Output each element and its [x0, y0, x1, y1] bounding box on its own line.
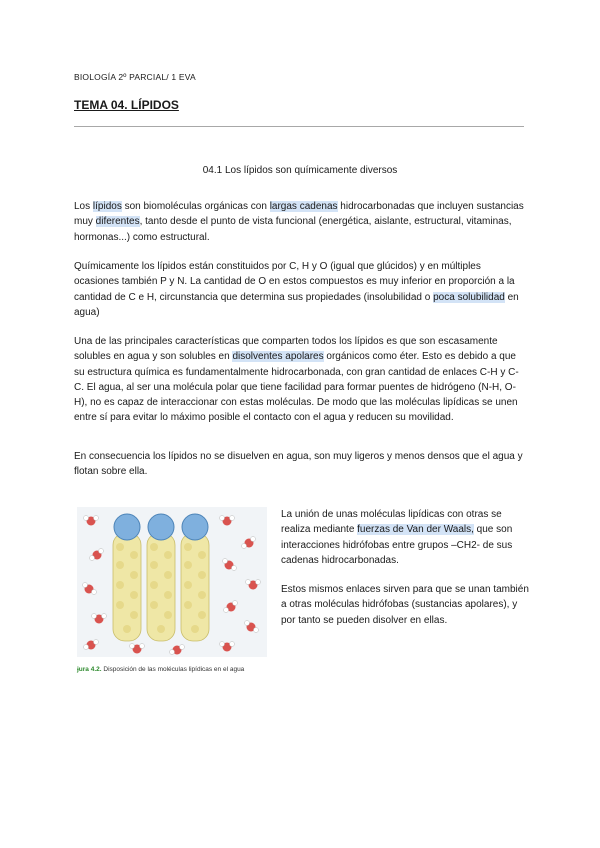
lipid-water-figure — [77, 507, 267, 657]
paragraph-van-der-waals: La unión de unas moléculas lipídicas con otras se realiza mediante fuerzas de Van der Waals, que son interacciones hidrófobas entre grupos –CH2- de sus cadenas hidrocarbonadas. — [281, 509, 513, 566]
highlight-diferentes: diferentes — [95, 216, 140, 228]
highlight-poca-solubilidad: poca solubilidad — [433, 291, 505, 303]
highlight-largas-cadenas: largas cadenas — [269, 201, 338, 212]
lipid-arrangement-illustration — [77, 507, 267, 657]
paragraph-hydrophobic-dissolution: Estos mismos enlaces sirven para que se unan también a otras moléculas hidrófobas (sustancias apolares), y por tanto se pueden disolver en ellas. — [281, 584, 529, 626]
lipid-molecule-1 — [113, 514, 141, 641]
figure-caption — [77, 666, 244, 673]
figure-caption-text: Disposición de las moléculas lipídicas en el agua — [101, 666, 245, 673]
course-header: BIOLOGÍA 2º PARCIAL/ 1 EVA — [74, 72, 196, 82]
figure-caption-number: ɉura 4.2. — [77, 666, 102, 673]
lipid-molecule-3 — [181, 514, 209, 641]
horizontal-divider — [74, 126, 524, 127]
highlight-lipidos: lípidos — [92, 201, 122, 212]
highlight-disolventes-apolares: disolventes apolares — [232, 351, 324, 363]
section-title: 04.1 Los lípidos son químicamente diversos — [202, 165, 398, 176]
paragraph-solubility: Una de las principales características que comparten todos los lípidos es que son escasamente solubles en agua y son solubles en disolventes apolares orgánicos como éter. Esto es debido a que su estructura química es fundamentalmente hidrocarbonada, con gran cantidad de enlaces C-H y C-C. El agua, al ser una molécula polar que tiene facilidad para formar puentes de hidrógeno (N-H, O-H), no es capaz de interaccionar con estas moléculas. De modo que las moléculas lipídicas se unen entre sí para evitar lo máximo posible el contacto con el agua y reducen su movilidad. — [74, 336, 519, 424]
paragraph-lipids-definition: Los lípidos son biomoléculas orgánicas con largas cadenas hidrocarbonadas que incluyen sustancias muy diferentes, tanto desde el punto de vista funcional (energética, aislante, estructural, vitaminas, hormonas...) como estructural. — [74, 201, 524, 243]
page-title: TEMA 04. LÍPIDOS — [74, 98, 179, 112]
paragraph-chemical-composition: Químicamente los lípidos están constituidos por C, H y O (igual que glúcidos) y en múltiples ocasiones también P y N. La cantidad de O en estos compuestos es muy inferior en proporción a la cantidad de C e H, circunstancia que determina sus propiedades (insolubilidad o poca solubilidad en agua) — [74, 261, 519, 318]
highlight-fuerzas-van-der-waals: fuerzas de Van der Waals, — [357, 524, 474, 536]
lipid-molecule-2 — [147, 514, 175, 641]
paragraph-consequence: En consecuencia los lípidos no se disuelven en agua, son muy ligeros y menos densos que el agua y flotan sobre ella. — [74, 451, 523, 478]
